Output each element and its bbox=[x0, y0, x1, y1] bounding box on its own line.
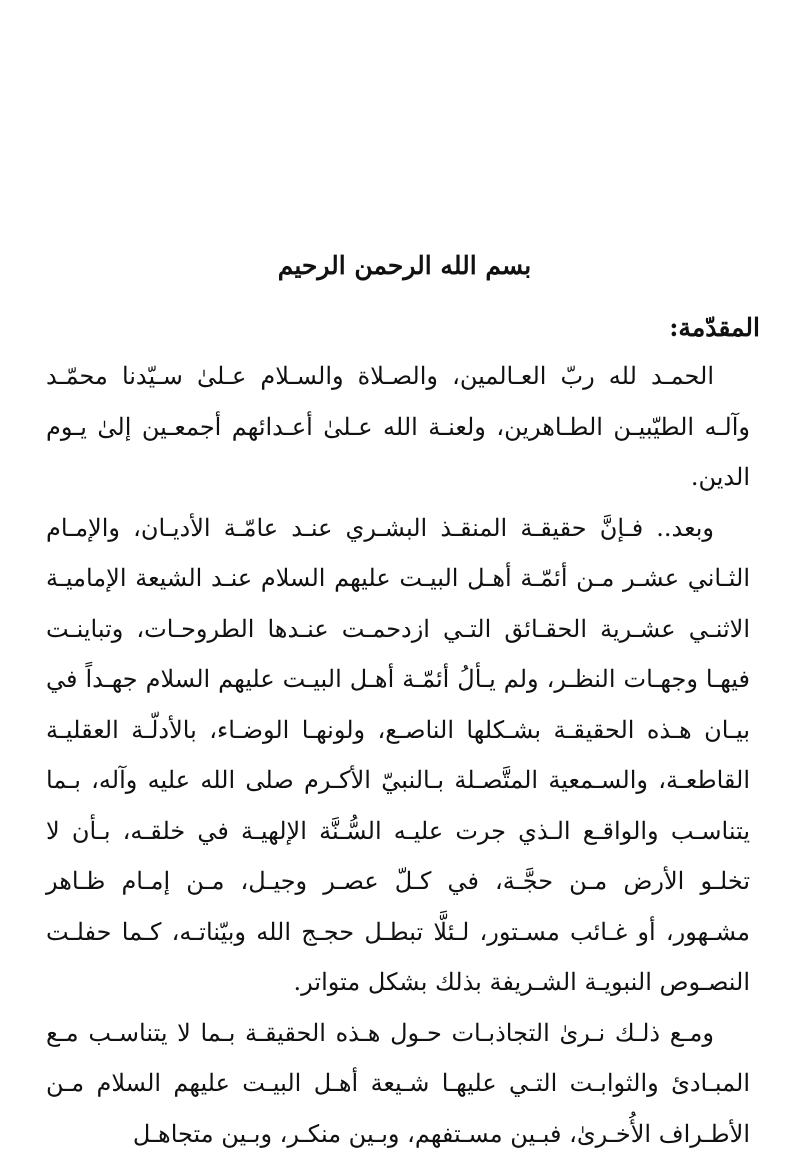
paragraph-praise: الحمـد لله ربّ العـالمين، والصـلاة والسـلام عـلىٰ سـيّدنا محمّـد وآلـه الطيّبيـن الطـاهرين، ولعنـة الله عـلىٰ أعـدائهم أجمعـين إلىٰ يـوم الدين. bbox=[46, 362, 750, 491]
basmala-title: بسم الله الرحمن الرحيم bbox=[277, 251, 532, 280]
section-heading: المقدّمة: bbox=[669, 313, 760, 342]
paragraph-controversy: ومـع ذلـك نـرىٰ التجاذبـات حـول هـذه الحقيقـة بـما لا يتناسـب مـع المبـادئ والثوابـت التـي عليهـا شـيعة أهـل البيـت عليهم السلام مـن الأطـراف الأُخـرىٰ، فبـين مسـتفهم، وبـين منكـر، وبـين متجاهـل bbox=[46, 1018, 750, 1148]
body-text bbox=[46, 351, 750, 1159]
paragraph-introduction: وبعد.. فـإنَّ حقيقـة المنقـذ البشـري عنـد عامّـة الأديـان، والإمـام الثـاني عشـر مـن أئمّـة أهـل البيـت عليهم السلام عنـد الشيعة الإماميـة الاثنـي عشـرية الحقـائق التـي ازدحمـت عنـدها الطروحـات، وتباينـت فيهـا وجهـات النظـر، ولم يـألُ أئمّـة أهـل البيـت عليهم السلام جهـداً في بيـان هـذه الحقيقـة بشـكلها الناصـع، ولونهـا الوضـاء، بالأدلّـة العقليـة القاطعـة، والسـمعية المتَّصـلة بـالنبيّ الأكـرم صلى الله عليه وآله، بـما يتناسـب والواقـع الـذي جرت عليـه السُّـنَّة الإلهيـة في خلقـه، بـأن لا تخلـو الأرض مـن حجَّـة، في كـلّ عصـر وجيـل، مـن إمـام ظـاهر مشـهور، أو غـائب مسـتور، لـئلَّا تبطـل حجـج الله وبيّناتـه، كـما حفلـت النصـوص النبويـة الشـريفة بذلك بشكل متواتر. bbox=[46, 513, 751, 996]
